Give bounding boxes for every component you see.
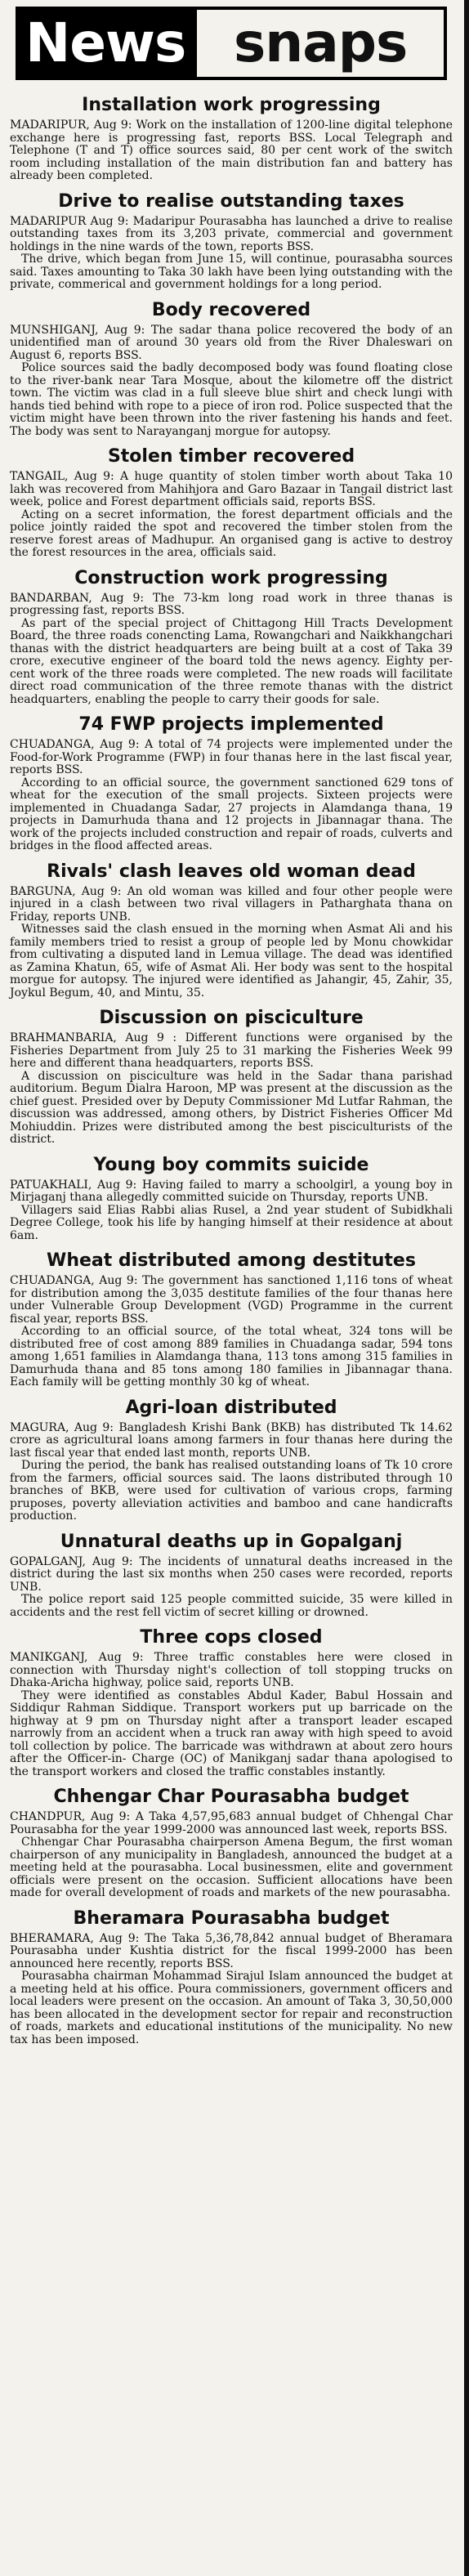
- stories-column: [10, 95, 453, 2046]
- news-dateline-paragraph: BHERAMARA, Aug 9: The Taka 5,36,78,842 annual budget of Bheramara Pourasabha under Kushtia district for the fiscal 1999-2000 has been announced here recently, reports BSS.: [10, 1931, 453, 1970]
- news-dateline-paragraph: BARGUNA, Aug 9: An old woman was killed and four other people were injured in a clash between two rival villagers in Patharghata thana on Friday, reports UNB.: [10, 884, 453, 924]
- news-paragraph: During the period, the bank has realised outstanding loans of Tk 10 crore from the farmers, official sources said. The laons distributed through 10 branches of BKB, were used for cultivation of various crops, farming pruposes, poverty alleviation activities and bamboo and cane handicrafts production.: [10, 1459, 453, 1523]
- news-dateline-paragraph: BANDARBAN, Aug 9: The 73-km long road work in three thanas is progressing fast, reports BSS.: [10, 591, 453, 617]
- news-paragraph: Chhengar Char Pourasabha chairperson Amena Begum, the first woman chairperson of any municipality in Bangladesh, announced the budget at a meeting held at the pourasabha. Local businessmen, elite and government officials were present on the occasion. Sufficient allocations have been made for overall development of roads and markets of the new pourasabha.: [10, 1836, 453, 1899]
- news-paragraph: A discussion on pisciculture was held in the Sadar thana parishad auditorium. Begum Dialra Haroon, MP was present at the discussion as the chief guest. Presided over by Deputy Commissioner Md Lutfar Rahman, the discussion was addressed, among others, by District Fisheries Officer Md Mohiuddin. Prizes were distributed among the best pisciculturists of the district.: [10, 1069, 453, 1146]
- masthead: [16, 7, 447, 80]
- news-dateline-paragraph: PATUAKHALI, Aug 9: Having failed to marry a schoolgirl, a young boy in Mirjaganj thana allegedly committed suicide on Thursday, reports UNB.: [10, 1178, 453, 1204]
- news-dateline-paragraph: TANGAIL, Aug 9: A huge quantity of stolen timber worth about Taka 10 lakh was recovered from Mahihjora and Garo Bazaar in Tangail district last week, police and Forest department officials said, reports BSS.: [10, 470, 453, 508]
- news-paragraph: The drive, which began from June 15, will continue, pourasabha sources said. Taxes amounting to Taka 30 lakh have been lying outstanding with the private, commerical and government holdings for a long period.: [10, 253, 453, 291]
- news-paragraph: According to an official source, the government sanctioned 629 tons of wheat for the execution of the small projects. Sixteen projects were implemented in Chuadanga Sadar, 27 projects in Alamdanga thana, 19 projects in Damurhuda thana and 12 projects in Jibannagar thana. The work of the projects included construction and repair of roads, culverts and bridges in the flood affected areas.: [10, 776, 453, 852]
- news-item: [10, 95, 453, 183]
- news-item: [10, 1008, 453, 1147]
- news-item: [10, 568, 453, 707]
- news-dateline-paragraph: GOPALGANJ, Aug 9: The incidents of unnatural deaths increased in the district during the last six months when 250 cases were recorded, reports UNB.: [10, 1554, 453, 1594]
- news-item: [10, 1787, 453, 1900]
- news-paragraph: Witnesses said the clash ensued in the morning when Asmat Ali and his family members tried to resist a group of people led by Monu chowkidar from cultivating a disputed land in Lemua village. The dead was identified as Zamina Khatun, 65, wife of Asmat Ali. Her body was sent to the hospital morgue for autopsy. The injured were identified as Jahangir, 45, Zahir, 35, Joykul Begum, 40, and Mintu, 35.: [10, 923, 453, 1000]
- news-item: [10, 300, 453, 439]
- news-headline: Installation work progressing: [82, 95, 381, 115]
- news-paragraph: Pourasabha chairman Mohammad Sirajul Islam announced the budget at a meeting held at his office. Poura commissioners, government officers and local leaders were present on the occasion. An amount of Taka 3, 30,50,000 has been allocated in the development sector for repair and reconstruction of roads, markets and educational institutions of the municipality. No new tax has been imposed.: [10, 1970, 453, 2046]
- news-headline: Body recovered: [151, 299, 311, 320]
- news-dateline-paragraph: MAGURA, Aug 9: Bangladesh Krishi Bank (BKB) has distributed Tk 14.62 crore as agricultural loans among farmers in four thanas here during the last fiscal year that ended last month, reports UNB.: [10, 1420, 453, 1460]
- news-headline: 74 FWP projects implemented: [78, 714, 384, 735]
- masthead-snaps: snaps: [233, 11, 408, 74]
- news-dateline-paragraph: MANIKGANJ, Aug 9: Three traffic constables here were closed in connection with Thursday night's collection of toll stopping trucks on Dhaka-Aricha highway, police said, reports UNB.: [10, 1651, 453, 1689]
- news-headline: Drive to realise outstanding taxes: [58, 190, 404, 212]
- news-dateline-paragraph: BRAHMANBARIA, Aug 9 : Different functions were organised by the Fisheries Department from July 25 to 31 marking the Fisheries Week 99 here and different thana headquarters, reports BSS.: [10, 1031, 453, 1070]
- news-paragraph: The police report said 125 people committed suicide, 35 were killed in accidents and the rest fell victim of secret killing or drowned.: [10, 1593, 453, 1619]
- news-headline: Stolen timber recovered: [107, 446, 355, 467]
- news-dateline-paragraph: MADARIPUR, Aug 9: Work on the installation of 1200-line digital telephone exchange here is progressing fast, reports BSS. Local Telegraph and Telephone (T and T) office sources said, 80 per cent work of the switch room including installation of the main distribution fan and battery has already been completed.: [10, 119, 453, 182]
- news-headline: Construction work progressing: [74, 567, 388, 588]
- news-headline: Wheat distributed among destitutes: [47, 1250, 416, 1271]
- news-item: [10, 1908, 453, 2047]
- news-item: [10, 1532, 453, 1620]
- news-headline: Bheramara Pourasabha budget: [73, 1907, 390, 1929]
- news-item: [10, 861, 453, 1000]
- news-paragraph: Police sources said the badly decomposed body was found floating close to the river-bank near Tara Mosque, about the kilometre off the district town. The victim was clad in a full sleeve blue shirt and check lungi with hands tied behind with rope to a piece of iron rod. Police suspected that the victim might have been thrown into the river fastening his hands and feet. The body was sent to Narayanganj morgue for autopsy.: [10, 361, 453, 438]
- news-dateline-paragraph: CHUADANGA, Aug 9: A total of 74 projects were implemented under the Food-for-Work Programme (FWP) in four thanas here in the last fiscal year, reports BSS.: [10, 738, 453, 776]
- news-paragraph: Villagers said Elias Rabbi alias Rusel, a 2nd year student of Subidkhali Degree College, took his life by hanging himself at their residence at about 6am.: [10, 1203, 453, 1242]
- news-headline: Discussion on pisciculture: [99, 1008, 364, 1028]
- news-item: [10, 191, 453, 292]
- news-headline: Agri-loan distributed: [125, 1397, 337, 1418]
- news-paragraph: According to an official source, of the total wheat, 324 tons will be distributed free of cost among 889 families in Chuadanga sadar, 594 tons among 1,651 families in Alamdanga thana, 113 tons among 315 families in Damurhuda thana and 85 tons among 180 families in Jibannagar thana. Each family will be getting monthly 30 kg of wheat.: [10, 1325, 453, 1389]
- news-paragraph: As part of the special project of Chittagong Hill Tracts Development Board, the three roads conencting Lama, Rowangchari and Naikkhangchari thanas with the district headquarters are being built at a cost of Taka 39 crore, executive engineer of the board told the news agency. Eighty per-cent work of the three roads were completed. The new roads will facilitate direct road communication of the three remote thanas with the district headquarters, enabling the people to carry their goods for sale.: [10, 616, 453, 706]
- news-item: [10, 446, 453, 560]
- news-dateline-paragraph: CHANDPUR, Aug 9: A Taka 4,57,95,683 annual budget of Chhengal Char Pourasabha for the year 1999-2000 was announced last week, reports BSS.: [10, 1810, 453, 1836]
- news-paragraph: They were identified as constables Abdul Kader, Babul Hossain and Siddiqur Rahman Siddique. Transport workers put up barricade on the highway at 9 pm on Thursday night after a transport leader escaped narrowly from an accident when a truck ran away with high speed to avoid toll collection by police. The barricade was withdrawn at about zero hours after the Officer-in- Charge (OC) of Manikganj sadar thana apologised to the transport workers and closed the traffic constables instantly.: [10, 1688, 453, 1778]
- news-headline: Three cops closed: [140, 1627, 323, 1648]
- news-headline: Young boy commits suicide: [93, 1154, 369, 1175]
- news-item: [10, 714, 453, 853]
- news-headline: Rivals' clash leaves old woman dead: [47, 861, 416, 882]
- news-item: [10, 1627, 453, 1778]
- news-dateline-paragraph: MADARIPUR Aug 9: Madaripur Pourasabha has launched a drive to realise outstanding taxes from its 3,203 private, commercial and government holdings in the nine wards of the town, reports BSS.: [10, 214, 453, 253]
- news-headline: Unnatural deaths up in Gopalganj: [60, 1531, 403, 1552]
- news-item: [10, 1155, 453, 1243]
- news-headline: Chhengar Char Pourasabha budget: [53, 1787, 409, 1807]
- masthead-news: News: [19, 10, 197, 77]
- news-paragraph: Acting on a secret information, the forest department officials and the police jointly raided the spot and recovered the timber stolen from the reserve forest areas of Madhupur. An organised gang is active to destroy the forest resources in the area, officials said.: [10, 508, 453, 559]
- news-dateline-paragraph: CHUADANGA, Aug 9: The government has sanctioned 1,116 tons of wheat for distribution among the 3,035 destitute families of the four thanas here under Vulnerable Group Development (VGD) Programme in the current fiscal year, reports BSS.: [10, 1274, 453, 1326]
- news-item: [10, 1398, 453, 1523]
- news-dateline-paragraph: MUNSHIGANJ, Aug 9: The sadar thana police recovered the body of an unidentified man of around 30 years old from the River Dhaleswari on August 6, reports BSS.: [10, 323, 453, 362]
- news-item: [10, 1250, 453, 1389]
